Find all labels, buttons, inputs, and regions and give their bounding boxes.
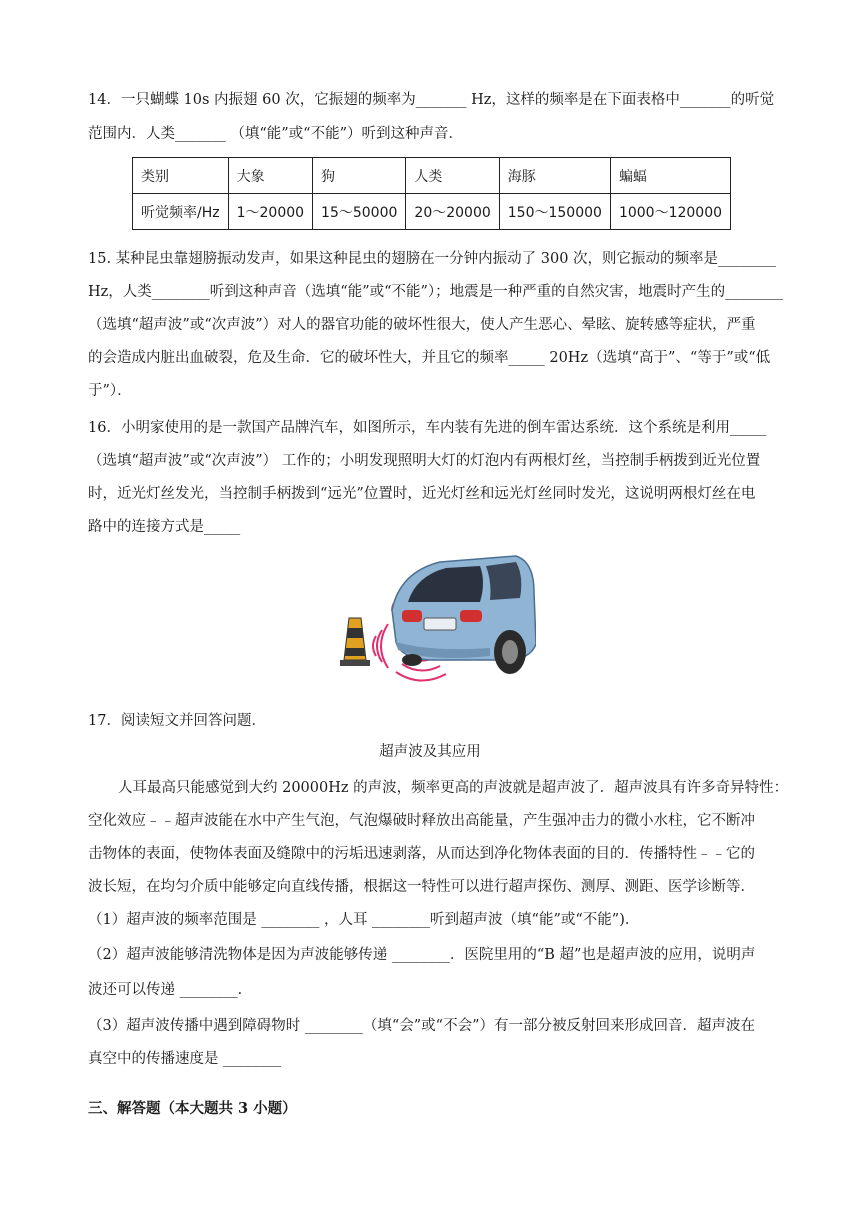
table-cell: 1～20000 — [228, 194, 312, 230]
table-cell: 20～20000 — [406, 194, 499, 230]
q17-passage-line-1: 人耳最高只能感觉到大约 20000Hz 的声波，频率更高的声波就是超声波了．超声波具有许多奇异特性： — [118, 780, 789, 796]
q17-passage-line-2: 空化效应﹣﹣超声波能在水中产生气泡，气泡爆破时释放出高能量，产生强冲击力的微小水柱，它不断冲 — [88, 813, 755, 829]
table-cell: 15～50000 — [313, 194, 406, 230]
q15-line-5: 于”）． — [88, 383, 132, 399]
hearing-frequency-table — [132, 157, 731, 230]
table-cell: 类别 — [133, 158, 229, 194]
q14-line-1: 14．一只蝴蝶 10s 内振翅 60 次，它振翅的频率为_______ Hz，这样的频率是在下面表格中_______的听觉 — [88, 92, 775, 108]
q17-sub-2-line-1: （2）超声波能够清洗物体是因为声波能够传递 ________．医院里用的“B 超”也是超声波的应用，说明声 — [88, 947, 756, 963]
table-cell: 150～150000 — [499, 194, 610, 230]
traffic-cone-icon — [340, 618, 370, 666]
q17-passage-line-4: 波长短，在均匀介质中能够定向直线传播，根据这一特性可以进行超声探伤、测厚、测距、医学诊断等． — [88, 879, 755, 895]
q16-line-1: 16．小明家使用的是一款国产品牌汽车，如图所示，车内装有先进的倒车雷达系统．这个系统是利用_____ — [88, 420, 767, 436]
table-cell: 人类 — [406, 158, 499, 194]
q16-line-3: 时，近光灯丝发光，当控制手柄拨到“远光”位置时，近光灯丝和远光灯丝同时发光，这说明两根灯丝在电 — [88, 486, 756, 502]
q15-line-1: 15. 某种昆虫靠翅膀振动发声，如果这种昆虫的翅膀在一分钟内振动了 300 次，则它振动的频率是________ — [88, 251, 777, 267]
table-cell: 海豚 — [499, 158, 610, 194]
table-header-row — [133, 158, 731, 194]
q17-sub-2-line-2: 波还可以传递 ________． — [88, 982, 253, 998]
q15-line-3: （选填“超声波”或“次声波”）对人的器官功能的破坏性很大，使人产生恶心、晕眩、旋转感等症状，严重 — [88, 317, 756, 333]
q15-line-4: 的会造成内脏出血破裂，危及生命．它的破坏性大，并且它的频率_____ 20Hz（选填“高于”、“等于”或“低 — [88, 350, 771, 366]
q15-line-2: Hz，人类________听到这种声音（选填“能”或“不能”）；地震是一种严重的自然灾害，地震时产生的________ — [88, 284, 784, 300]
table-cell: 大象 — [228, 158, 312, 194]
q17-sub-3-line-1: （3）超声波传播中遇到障碍物时 ________（填“会”或“不会”）有一部分被反射回来形成回音．超声波在 — [88, 1018, 755, 1034]
q14-line-2: 范围内．人类_______ （填“能”或“不能”）听到这种声音． — [88, 126, 464, 142]
car-reverse-radar-illustration — [330, 552, 536, 688]
q16-line-2: （选填“超声波”或“次声波”） 工作的；小明发现照明大灯的灯泡内有两根灯丝，当控制手柄拨到近光位置 — [88, 453, 761, 469]
q17-passage-title: 超声波及其应用 — [379, 744, 481, 760]
table-row — [133, 194, 731, 230]
q17-sub-3-line-2: 真空中的传播速度是 ________ — [88, 1051, 282, 1067]
car-body — [392, 556, 536, 674]
q16-line-4: 路中的连接方式是_____ — [88, 519, 241, 535]
table-cell: 1000～120000 — [610, 194, 730, 230]
table-cell: 狗 — [313, 158, 406, 194]
q17-sub-1: （1）超声波的频率范围是 ________ ，人耳 ________听到超声波（填“能”或“不能”)． — [88, 912, 640, 928]
q17-intro: 17．阅读短文并回答问题． — [88, 713, 266, 729]
table-cell: 听觉频率/Hz — [133, 194, 229, 230]
section-heading: 三、解答题（本大题共 3 小题） — [88, 1100, 297, 1117]
table-cell: 蝙蝠 — [610, 158, 730, 194]
q17-passage-line-3: 击物体的表面，使物体表面及缝隙中的污垢迅速剥落，从而达到净化物体表面的目的．传播特性﹣﹣它的 — [88, 846, 755, 862]
